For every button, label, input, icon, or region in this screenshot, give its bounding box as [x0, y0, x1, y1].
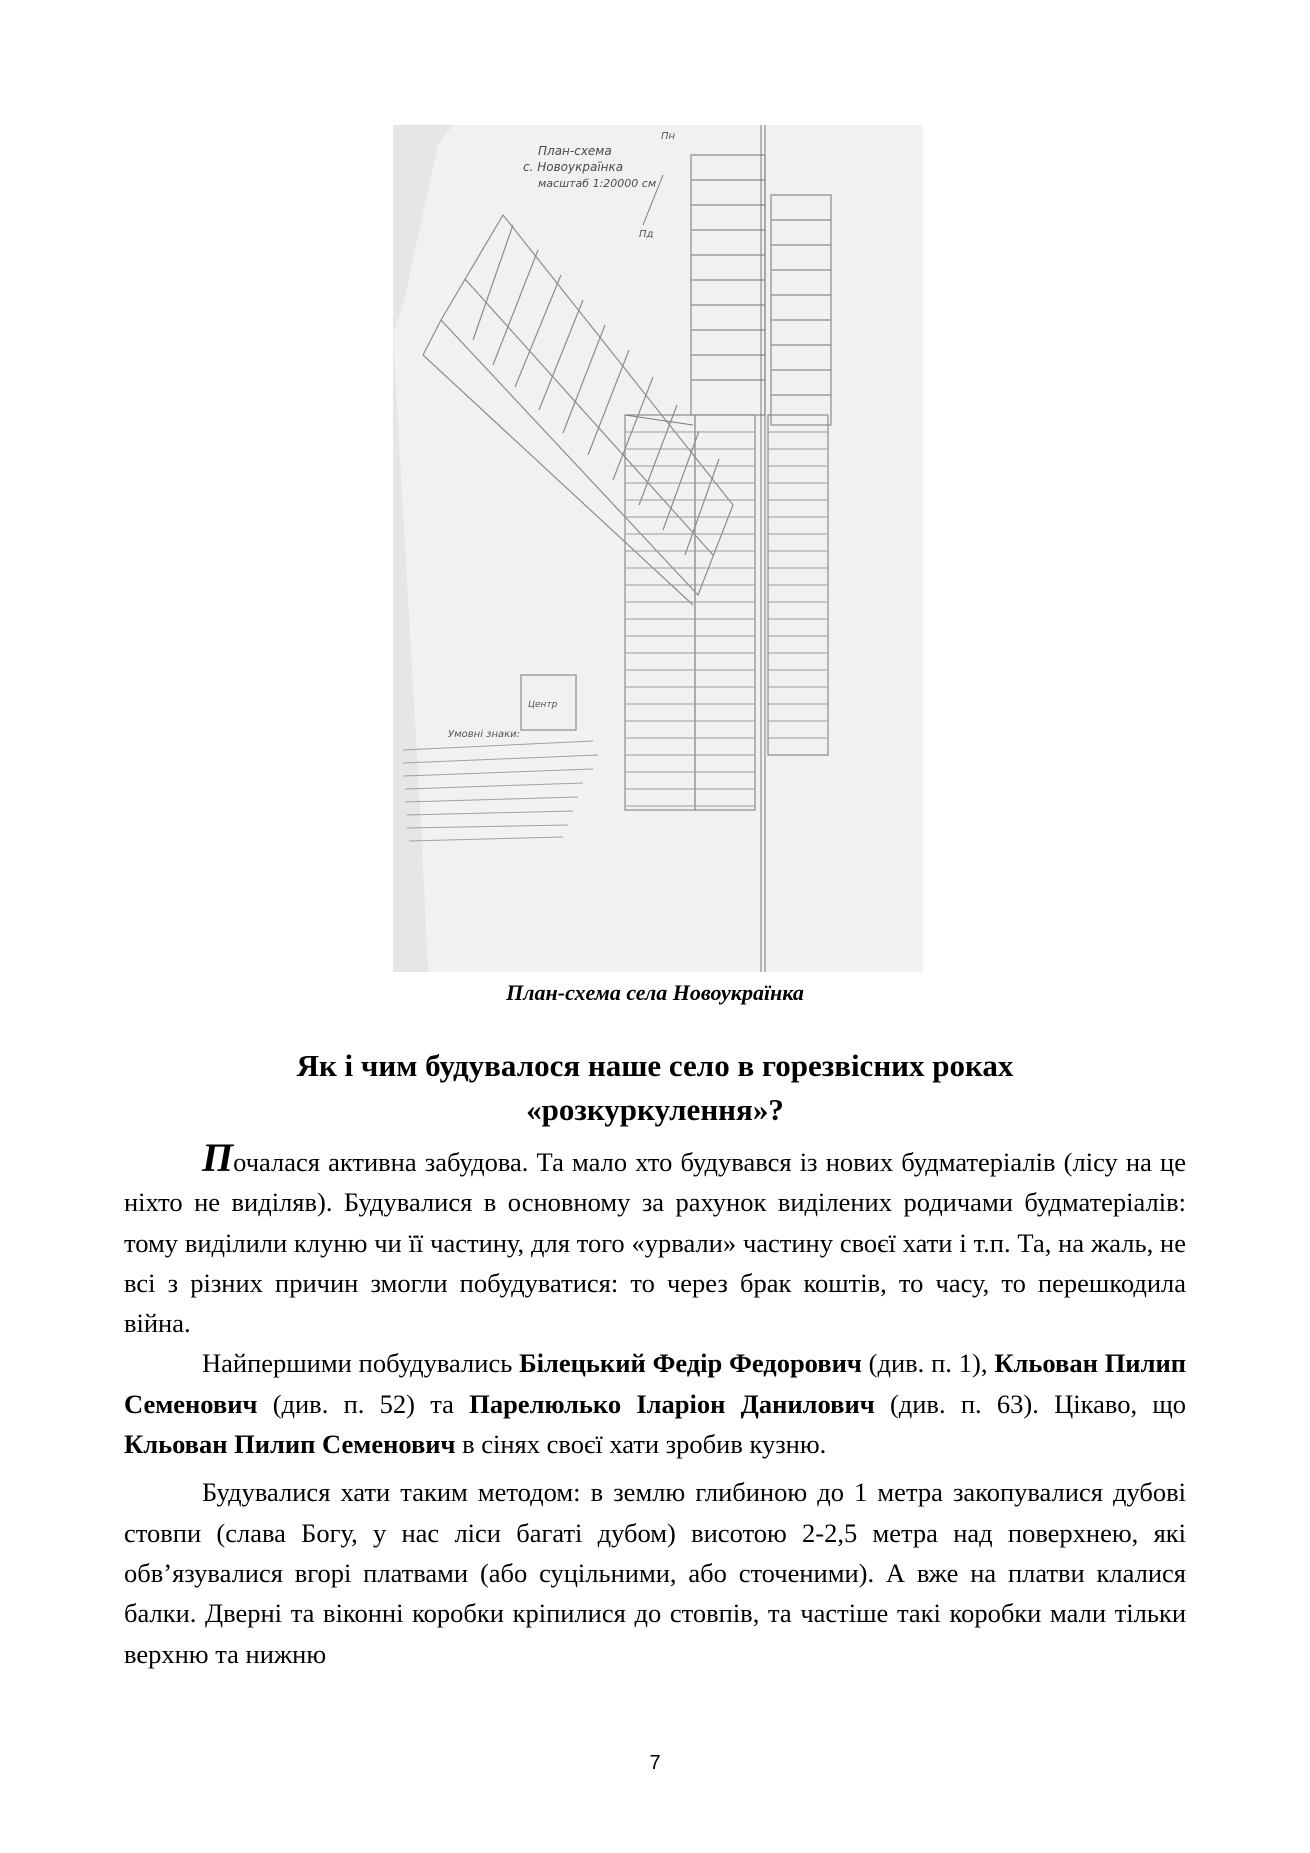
person-name: Парелюлько Іларіон Данилович: [469, 1388, 875, 1419]
compass-north: Пн: [661, 131, 676, 142]
figure-caption: План-схема села Новоукраїнка: [506, 980, 804, 1005]
section-heading: [150, 1044, 1160, 1132]
paragraph-2-text: Найпершими побудувались: [202, 1348, 520, 1379]
paragraph-3: Будувалися хати таким методом: в землю глибиною до 1 метра закопувалися дубові стовпи (слава Богу, у нас ліси багаті дубом) висотою 2-2,5 метра над поверхнею, які обв’язувалися вгорі платвами (або суцільними, або сточеними). А вже на платви клалися балки. Дверні та віконні коробки кріпилися до стовпів, та частіше такі коробки мали тільки верхню та нижню: [124, 1477, 1186, 1669]
paragraph-2-text: в сінях своєї хати зробив кузню.: [455, 1429, 827, 1460]
paragraph-1: [124, 1135, 1186, 1343]
person-name: Кльован Пилип Семенович: [124, 1348, 1186, 1419]
page-number: 7: [649, 1752, 661, 1774]
paragraph-1-text: очалася активна забудова. Та мало хто будувався із нових будматеріалів (лісу на це ніхто не виділяв). Будувалися в основному за рахунок виділених родичами будматеріалів: тому виділили клуню чи її частину, для того «урвали» частину своєї хати і т.п. Та, на жаль, не всі з різних причин змогли побудуватися: то через брак коштів, то часу, то перешкодила війна.: [124, 1147, 1186, 1339]
person-name: Кльован Пилип Семенович: [124, 1429, 456, 1460]
person-name: Білецький Федір Федорович: [519, 1348, 862, 1379]
drop-cap: П: [202, 1135, 234, 1180]
heading-line-2: «розкуркулення»?: [526, 1092, 784, 1127]
plan-scale: масштаб 1:20000 см: [538, 177, 657, 190]
plan-title-line1: План-схема: [538, 144, 612, 158]
body-text: [124, 1135, 1186, 1674]
paragraph-2-text: (див. п. 63). Цікаво, що: [874, 1388, 1186, 1419]
compass-south: Пд: [639, 229, 654, 240]
center-label: Центр: [528, 700, 558, 710]
village-plan-photo: [393, 125, 923, 972]
paragraph-2: [124, 1343, 1186, 1464]
heading-line-1: Як і чим будувалося наше село в горезвісних роках: [296, 1048, 1014, 1083]
plan-title-line2: с. Новоукраїнка: [523, 160, 624, 174]
paragraph-2-text: (див. п. 1),: [861, 1348, 995, 1379]
paragraph-2-text: (див. п. 52) та: [257, 1388, 470, 1419]
legend-title: Умовні знаки:: [448, 729, 521, 740]
